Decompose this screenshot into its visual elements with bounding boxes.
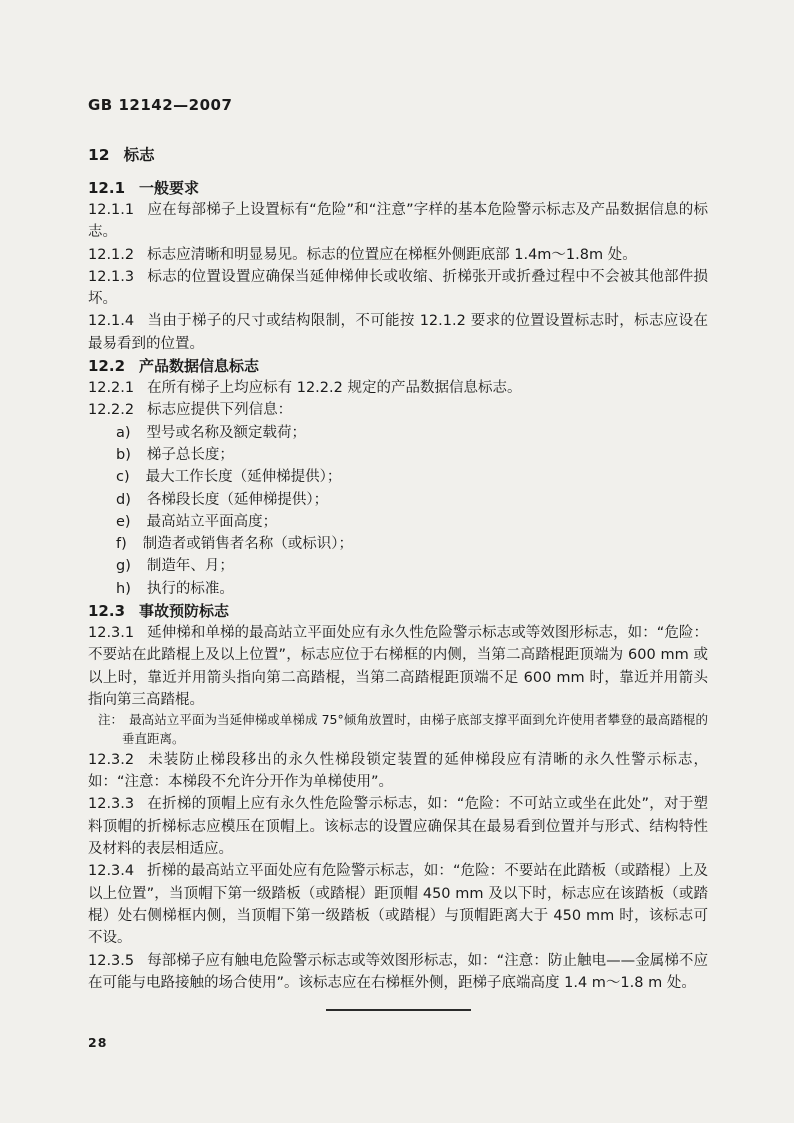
list-item-b: [88, 444, 708, 466]
item-text: 最高站立平面高度；: [146, 513, 278, 530]
product-info-list: [88, 422, 708, 600]
list-item-a: [88, 422, 708, 444]
note-highest-standing-level: [98, 711, 708, 749]
clause-12-1-1: [88, 199, 708, 244]
item-letter: f): [116, 536, 127, 553]
section-heading-12-3: [88, 600, 708, 622]
clause-12-1-4: [88, 310, 708, 355]
list-item-d: [88, 489, 708, 511]
clause-12-3-4: [88, 860, 708, 949]
item-letter: c): [116, 469, 130, 486]
clause-number: 12.1.3: [88, 268, 135, 285]
section-title: 一般要求: [139, 179, 200, 197]
clause-text: 在折梯的顶帽上应有永久性危险警示标志，如：“危险：不可站立或坐在此处”，对于塑料顶帽的折梯标志应模压在顶帽上。该标志的设置应确保其在最易看到位置并与形式、结构特性及材料的表层相适应。: [88, 796, 708, 858]
clause-number: 12.3.3: [88, 796, 135, 813]
section-heading-12-1: [88, 177, 708, 199]
clause-text: 标志的位置设置应确保当延伸梯伸长或收缩、折梯张开或折叠过程中不会被其他部件损坏。: [88, 268, 708, 308]
page-content: [88, 94, 708, 1011]
clause-number: 12.3.5: [88, 952, 135, 969]
list-item-e: [88, 511, 708, 533]
clause-text: 折梯的最高站立平面处应有危险警示标志，如：“危险：不要站在此踏板（或踏棍）上及以上位置”，当顶帽下第一级踏板（或踏棍）距顶帽 450 mm 及以下时，标志应在该踏板（或踏棍）处右侧梯框内侧，当顶帽下第一级踏板（或踏棍）与顶帽距离大于 450 mm 时，该标志可不设。: [88, 863, 708, 947]
note-text: 最高站立平面为当延伸梯或单梯成 75°倾角放置时，由梯子底部支撑平面到允许使用者攀登的最高踏棍的垂直距离。: [122, 712, 708, 747]
section-title: 事故预防标志: [139, 602, 230, 621]
list-item-h: [88, 578, 708, 600]
section-number: 12.3: [88, 602, 126, 621]
list-item-c: [88, 466, 708, 488]
item-letter: e): [116, 513, 131, 530]
list-item-g: [88, 555, 708, 577]
clause-number: 12.2.2: [88, 402, 135, 419]
clause-number: 12.2.1: [88, 380, 135, 397]
section-number: 12.2: [88, 357, 126, 376]
clause-12-3-3: [88, 793, 708, 860]
item-text: 制造者或销售者名称（或标识）；: [142, 536, 354, 553]
clause-12-1-3: [88, 266, 708, 311]
clause-12-3-5: [88, 950, 708, 995]
clause-text: 当由于梯子的尺寸或结构限制，不可能按 12.1.2 要求的位置设置标志时，标志应设在最易看到的位置。: [88, 313, 708, 352]
item-text: 制造年、月；: [146, 558, 234, 575]
page-number: 28: [88, 1035, 108, 1050]
item-letter: b): [116, 446, 131, 463]
section-heading-12-2: [88, 355, 708, 377]
item-text: 最大工作长度（延伸梯提供）；: [145, 469, 342, 486]
section-title: 产品数据信息标志: [139, 357, 260, 376]
item-letter: d): [116, 491, 131, 508]
clause-text: 应在每部梯子上设置标有“危险”和“注意”字样的基本危险警示标志及产品数据信息的标志。: [88, 202, 708, 241]
end-of-text-rule: [326, 1009, 471, 1011]
clause-number: 12.3.1: [88, 625, 135, 642]
clause-12-3-2: [88, 749, 708, 794]
clause-text: 标志应提供下列信息：: [147, 402, 293, 419]
clause-number: 12.1.2: [88, 246, 135, 263]
item-letter: g): [116, 558, 131, 575]
clause-number: 12.1.4: [88, 313, 135, 330]
item-text: 执行的标准。: [146, 580, 234, 597]
clause-text: 未装防止梯段移出的永久性梯段锁定装置的延伸梯段应有清晰的永久性警示标志，如：“注意：本梯段不允许分开作为单梯使用”。: [88, 751, 708, 791]
chapter-number: 12: [88, 146, 110, 164]
standard-code-header: GB 12142—2007: [88, 96, 233, 114]
chapter-title: 标志: [123, 146, 155, 164]
clause-12-2-1: [88, 377, 708, 399]
item-text: 各梯段长度（延伸梯提供）；: [146, 491, 329, 508]
clause-text: 每部梯子应有触电危险警示标志或等效图形标志，如：“注意：防止触电——金属梯不应在可能与电路接触的场合使用”。该标志应在右梯框外侧，距梯子底端高度 1.4 m～1.8 m 处。: [88, 952, 708, 991]
section-number: 12.1: [88, 179, 126, 197]
chapter-heading: [88, 144, 708, 166]
clause-number: 12.3.4: [88, 863, 135, 880]
clause-text: 在所有梯子上均应标有 12.2.2 规定的产品数据信息标志。: [147, 380, 522, 397]
clause-text: 延伸梯和单梯的最高站立平面处应有永久性危险警示标志或等效图形标志，如：“危险：不要站在此踏棍上及以上位置”，标志应位于右梯框的内侧，当第二高踏棍距顶端为 600 mm 或以上时，靠近并用箭头指向第二高踏棍，当第二高踏棍距顶端不足 600 mm 时，靠近并用箭头指向第三高踏棍。: [88, 625, 708, 708]
clause-12-1-2: [88, 244, 708, 266]
note-label: 注：: [98, 712, 124, 728]
clause-12-3-1: [88, 622, 708, 711]
item-letter: a): [116, 424, 131, 441]
list-item-f: [88, 533, 708, 555]
clause-number: 12.1.1: [88, 202, 135, 218]
clause-12-2-2: [88, 399, 708, 421]
clause-text: 标志应清晰和明显易见。标志的位置应在梯框外侧距底部 1.4m～1.8m 处。: [147, 246, 637, 263]
item-text: 梯子总长度；: [146, 446, 234, 463]
item-letter: h): [116, 580, 131, 597]
item-text: 型号或名称及额定载荷；: [146, 424, 307, 441]
clause-number: 12.3.2: [88, 751, 135, 768]
